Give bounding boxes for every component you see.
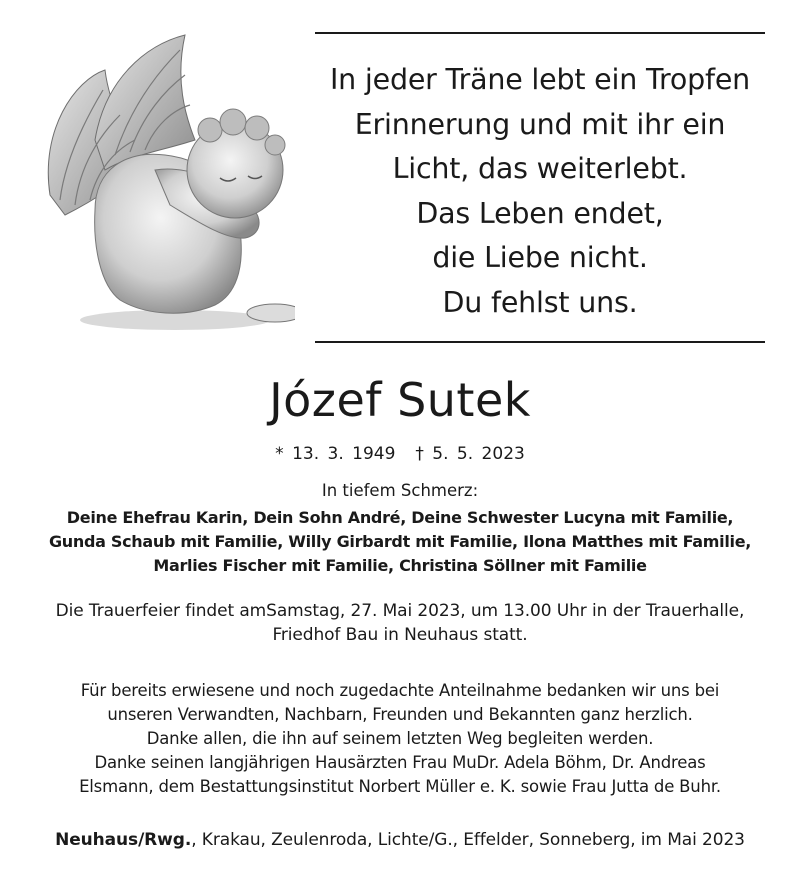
thanks-paragraph <box>0 679 800 799</box>
thanks-line: Elsmann, dem Bestattungsinstitut Norbert Müller e. K. sowie Frau Jutta de Buhr. <box>79 777 721 796</box>
mourners-line: Marlies Fischer mit Familie, Christina Söllner mit Familie <box>153 556 647 575</box>
thanks-line: Danke seinen langjährigen Hausärzten Frau MuDr. Adela Böhm, Dr. Andreas <box>94 753 706 772</box>
thanks-line: Für bereits erwiesene und noch zugedachte Anteilnahme bedanken wir uns bei <box>80 681 720 700</box>
verse-line: Erinnerung und mit ihr ein <box>354 107 726 141</box>
memorial-verse <box>320 58 760 325</box>
mourners-line: Deine Ehefrau Karin, Dein Sohn André, Deine Schwester Lucyna mit Familie, <box>66 508 734 527</box>
ceremony-line: Friedhof Bau in Neuhaus statt. <box>272 625 528 645</box>
verse-line: die Liebe nicht. <box>432 241 648 274</box>
verse-line: Licht, das weiterlebt. <box>392 152 688 185</box>
verse-line: Das Leben endet, <box>416 196 664 230</box>
thanks-line: Danke allen, die ihn auf seinem letzten Weg begleiten werden. <box>146 729 654 748</box>
thanks-line: unseren Verwandten, Nachbarn, Freunden und Bekannten ganz herzlich. <box>107 705 693 724</box>
ceremony-line: Die Trauerfeier findet amSamstag, 27. Mai 2023, um 13.00 Uhr in der Trauerhalle, <box>55 601 745 621</box>
life-dates <box>0 442 800 466</box>
verse-line: In jeder Träne lebt ein Tropfen <box>329 63 751 96</box>
verse-line: Du fehlst uns. <box>442 285 638 319</box>
deceased-name: Józef Sutek <box>269 373 531 427</box>
place-rest: , Krakau, Zeulenroda, Lichte/G., Effelder, Sonneberg, im Mai 2023 <box>191 830 745 850</box>
place-and-date <box>0 828 800 852</box>
place-main: Neuhaus/Rwg. <box>55 830 192 850</box>
top-divider <box>315 32 765 34</box>
funeral-ceremony-notice <box>0 599 800 647</box>
middle-divider <box>315 341 765 343</box>
mourners-line: Gunda Schaub mit Familie, Willy Girbardt mit Familie, Ilona Matthes mit Familie, <box>48 532 752 551</box>
birth-date: * 13. 3. 1949 <box>275 444 396 464</box>
death-date: † 5. 5. 2023 <box>415 444 525 464</box>
sleeping-angel-figurine-icon <box>35 20 295 340</box>
mourners-list <box>0 506 800 578</box>
mourning-intro: In tiefem Schmerz: <box>321 481 479 500</box>
